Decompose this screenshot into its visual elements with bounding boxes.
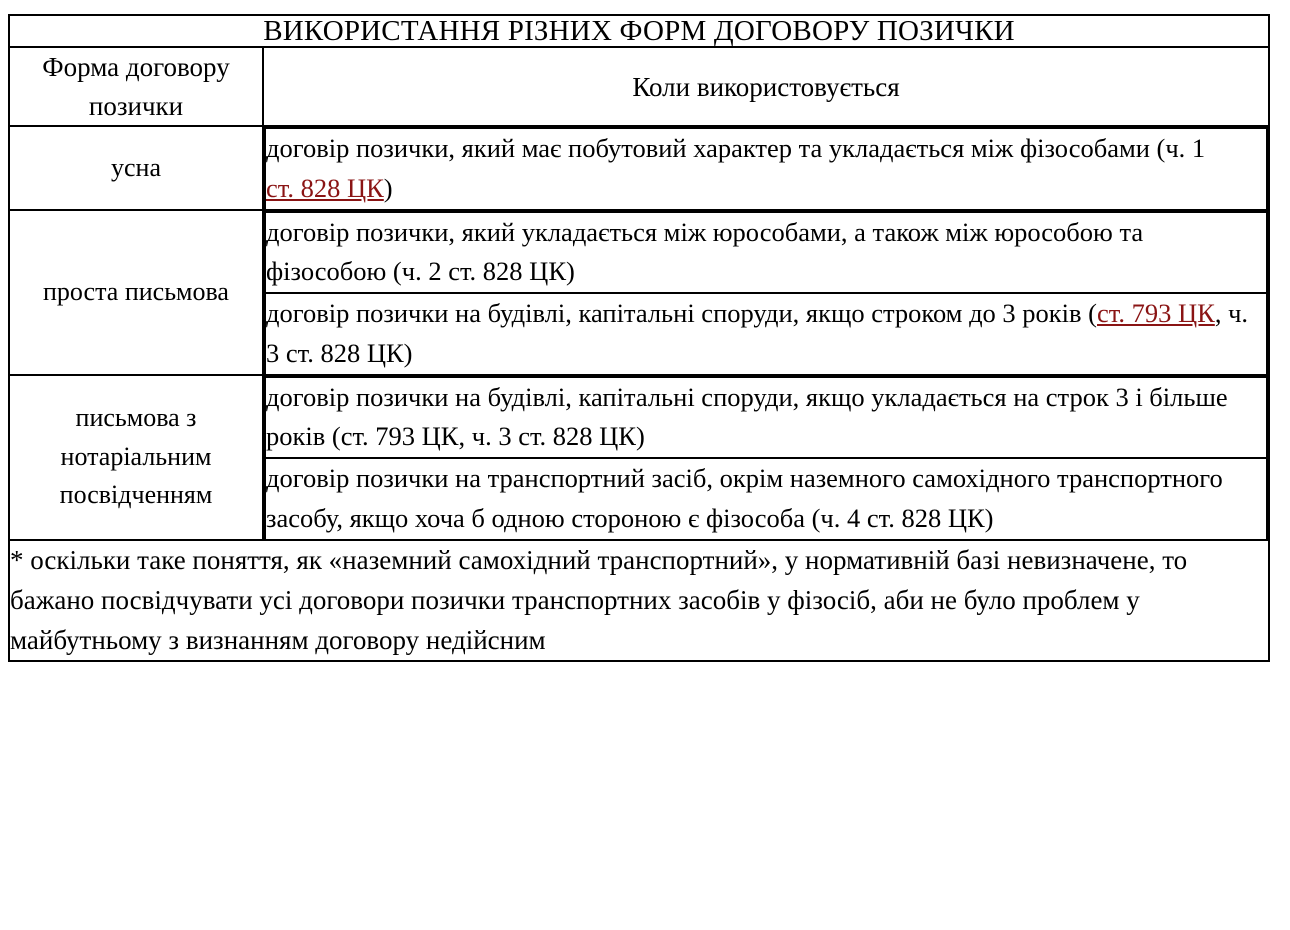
page-title: ВИКОРИСТАННЯ РІЗНИХ ФОРМ ДОГОВОРУ ПОЗИЧКИ [263, 15, 1015, 47]
row-form-label-cell [9, 210, 263, 375]
usage-entry-text-before: договір позички на будівлі, капітальні споруди, якщо строком до 3 років ( [266, 298, 1098, 329]
table-footnote-row [9, 540, 1269, 662]
usage-entry-text [266, 378, 1266, 458]
table-row [9, 126, 1269, 210]
legal-reference-link[interactable]: ст. 828 ЦК [266, 172, 384, 203]
usage-entry-text-before: договір позички на транспортний засіб, окрім наземного самохідного транспортного засобу, якщо хоча б одною стороною є фізособа (ч. 4 ст. 828 ЦК) [266, 463, 1223, 533]
row-form-label-cell [9, 126, 263, 210]
usage-entry-list [264, 127, 1268, 209]
usage-entry [265, 458, 1267, 539]
usage-entry-text [266, 294, 1266, 374]
column-header-form [9, 47, 263, 126]
usage-entry [265, 128, 1267, 209]
row-form-label: письмова з нотаріальним посвідченням [59, 403, 213, 510]
usage-entry-text-after: , ч. 3 ст. 828 ЦК) [266, 298, 1249, 368]
usage-entry [265, 377, 1267, 459]
usage-entry-text [266, 213, 1266, 293]
row-form-label-cell [9, 375, 263, 540]
table-row [9, 375, 1269, 540]
usage-entry [265, 293, 1267, 374]
table-title-row [9, 15, 1269, 47]
column-header-usage [263, 47, 1269, 126]
legal-reference-link[interactable]: ст. 793 ЦК [1097, 298, 1215, 329]
usage-entry-list [264, 376, 1268, 539]
row-usage-cell [263, 375, 1269, 540]
table-title-cell [9, 15, 1269, 47]
row-form-label: усна [111, 152, 161, 182]
row-usage-cell [263, 126, 1269, 210]
row-usage-cell [263, 210, 1269, 375]
usage-entry-text-before: договір позички на будівлі, капітальні споруди, якщо укладається на строк 3 і більше років (ст. 793 ЦК, ч. 3 ст. 828 ЦК) [266, 381, 1228, 452]
usage-entry [265, 212, 1267, 294]
usage-entry-text-after: ) [383, 172, 393, 203]
usage-entry-text [266, 459, 1266, 539]
usage-entry-text-before: договір позички, який укладається між юрособами, а також між юрособою та фізособою (ч. 2 ст. 828 ЦК) [266, 216, 1144, 287]
column-header-form-label: Форма договору позички [42, 52, 230, 121]
usage-entry-list [264, 211, 1268, 374]
contract-forms-table [8, 14, 1270, 662]
table-row [9, 210, 1269, 375]
footnote-cell [9, 540, 1269, 662]
column-header-usage-label: Коли використовується [632, 71, 900, 102]
table-header-row [9, 47, 1269, 126]
usage-entry-text-before: договір позички, який має побутовий характер та укладається між фізособами (ч. 1 [266, 133, 1206, 164]
footnote-text: * оскільки таке поняття, як «наземний самохідний транспортний», у нормативній базі невизначене, то бажано посвідчувати усі договори позички транспортних засобів у фізосіб, аби не було проблем у майбутньому з визнанням договору недійсним [10, 544, 1188, 655]
row-form-label: проста письмова [43, 276, 229, 306]
usage-entry-text [266, 129, 1266, 209]
